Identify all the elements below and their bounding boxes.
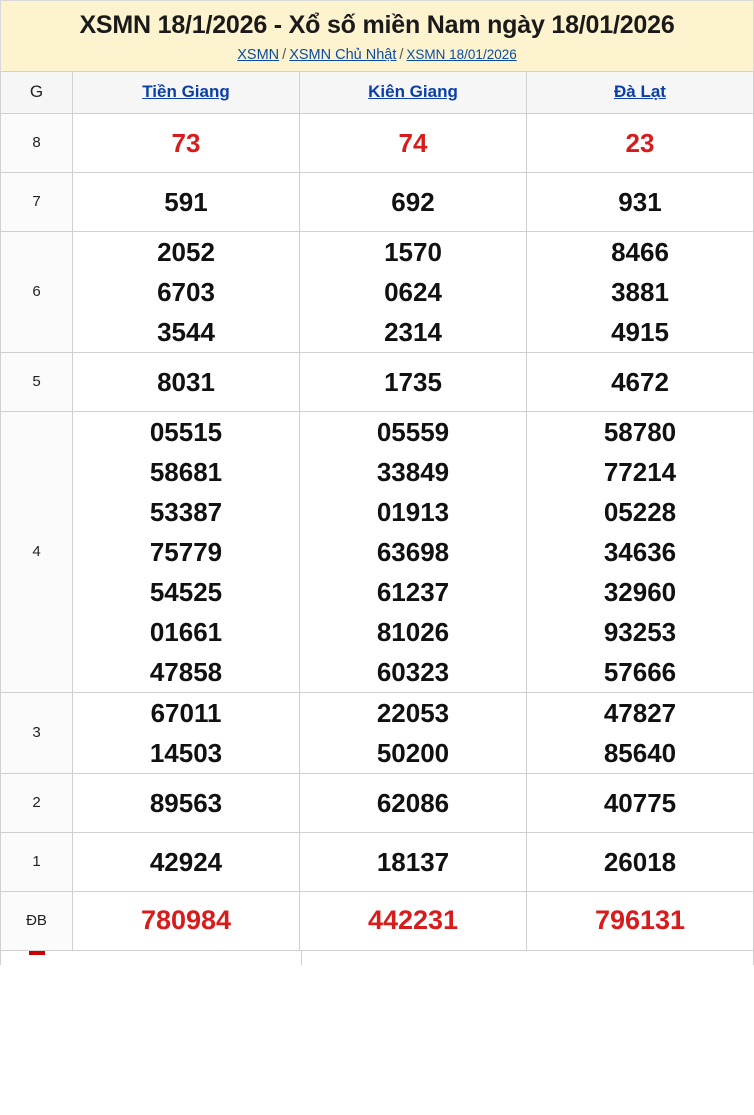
prize-number: 40775 — [603, 787, 677, 818]
prize-label: 1 — [1, 832, 73, 891]
prize-number: 3881 — [611, 276, 669, 307]
prize-numbers-cell — [527, 411, 754, 692]
prize-number: 2314 — [384, 316, 442, 347]
table-row — [1, 891, 754, 950]
prize-number: 05559 — [376, 416, 450, 447]
prize-numbers-cell — [73, 352, 300, 411]
column-divider — [301, 951, 302, 965]
prize-numbers-cell — [300, 891, 527, 950]
table-header — [1, 71, 754, 113]
prize-numbers-cell — [527, 352, 754, 411]
breadcrumb-item-date[interactable]: XSMN 18/01/2026 — [406, 46, 517, 62]
breadcrumb-separator-1: / — [282, 46, 287, 63]
prize-number: 47858 — [149, 656, 223, 687]
prize-number: 60323 — [376, 656, 450, 687]
table-row — [1, 231, 754, 352]
prize-number: 61237 — [376, 576, 450, 607]
prize-number: 58681 — [149, 456, 223, 487]
table-header-row — [1, 71, 754, 113]
prize-number: 2052 — [157, 236, 215, 267]
table-row — [1, 172, 754, 231]
prize-number: 780984 — [140, 905, 232, 936]
breadcrumb-item-chu-nhat[interactable]: XSMN Chủ Nhật — [289, 46, 397, 63]
prize-number: 22053 — [376, 697, 450, 728]
prize-number: 05228 — [603, 496, 677, 527]
column-header-province-2 — [300, 71, 527, 113]
prize-numbers-cell — [527, 832, 754, 891]
red-marker — [29, 951, 45, 955]
page-title: XSMN 18/1/2026 - Xổ số miền Nam ngày 18/01/2026 — [79, 11, 675, 39]
bottom-stub — [0, 951, 754, 965]
table-row — [1, 692, 754, 773]
prize-numbers-cell — [300, 113, 527, 172]
table-row — [1, 832, 754, 891]
prize-number: 73 — [171, 127, 201, 158]
prize-number: 32960 — [603, 576, 677, 607]
prize-number: 01661 — [149, 616, 223, 647]
prize-numbers-cell — [300, 172, 527, 231]
prize-number: 692 — [391, 186, 435, 217]
column-header-prize: G — [1, 71, 73, 113]
province-link-tien-giang[interactable]: Tiền Giang — [142, 82, 230, 102]
prize-numbers-cell — [300, 773, 527, 832]
prize-numbers-cell — [300, 692, 527, 773]
prize-numbers-cell — [300, 411, 527, 692]
prize-number: 796131 — [594, 905, 686, 936]
prize-number: 442231 — [367, 905, 459, 936]
prize-number: 89563 — [149, 787, 223, 818]
prize-number: 47827 — [603, 697, 677, 728]
prize-label: 3 — [1, 692, 73, 773]
prize-number: 34636 — [603, 536, 677, 567]
prize-number: 33849 — [376, 456, 450, 487]
prize-number: 4672 — [611, 366, 669, 397]
prize-number: 74 — [398, 127, 428, 158]
prize-label: 7 — [1, 172, 73, 231]
breadcrumb — [7, 47, 747, 63]
prize-number: 93253 — [603, 616, 677, 647]
prize-numbers-cell — [73, 231, 300, 352]
prize-number: 54525 — [149, 576, 223, 607]
results-table — [0, 71, 754, 951]
prize-numbers-cell — [73, 773, 300, 832]
prize-numbers-cell — [73, 172, 300, 231]
prize-number: 4915 — [611, 316, 669, 347]
prize-numbers-cell — [527, 891, 754, 950]
prize-numbers-cell — [300, 231, 527, 352]
prize-numbers-cell — [527, 773, 754, 832]
prize-label: 5 — [1, 352, 73, 411]
prize-number: 75779 — [149, 536, 223, 567]
prize-number: 8466 — [611, 236, 669, 267]
prize-number: 85640 — [603, 737, 677, 768]
prize-label: 8 — [1, 113, 73, 172]
prize-number: 50200 — [376, 737, 450, 768]
table-body — [1, 113, 754, 950]
prize-number: 14503 — [149, 737, 223, 768]
province-link-da-lat[interactable]: Đà Lạt — [614, 82, 666, 102]
prize-label: 2 — [1, 773, 73, 832]
prize-numbers-cell — [73, 113, 300, 172]
prize-number: 8031 — [157, 366, 215, 397]
prize-numbers-cell — [527, 231, 754, 352]
prize-number: 23 — [625, 127, 655, 158]
prize-numbers-cell — [73, 411, 300, 692]
column-header-province-1 — [73, 71, 300, 113]
prize-number: 26018 — [603, 846, 677, 877]
prize-numbers-cell — [73, 832, 300, 891]
prize-number: 1735 — [384, 366, 442, 397]
prize-number: 931 — [618, 186, 662, 217]
prize-number: 62086 — [376, 787, 450, 818]
prize-number: 77214 — [603, 456, 677, 487]
prize-number: 81026 — [376, 616, 450, 647]
prize-numbers-cell — [300, 832, 527, 891]
prize-number: 57666 — [603, 656, 677, 687]
prize-label: ĐB — [1, 891, 73, 950]
prize-number: 58780 — [603, 416, 677, 447]
breadcrumb-separator-2: / — [399, 46, 404, 63]
prize-numbers-cell — [527, 113, 754, 172]
prize-label: 4 — [1, 411, 73, 692]
prize-number: 63698 — [376, 536, 450, 567]
prize-number: 1570 — [384, 236, 442, 267]
prize-label: 6 — [1, 231, 73, 352]
prize-numbers-cell — [73, 692, 300, 773]
prize-numbers-cell — [527, 172, 754, 231]
column-header-province-3 — [527, 71, 754, 113]
page-header — [0, 0, 754, 71]
prize-numbers-cell — [300, 352, 527, 411]
prize-number: 3544 — [157, 316, 215, 347]
prize-number: 67011 — [150, 697, 222, 728]
table-row — [1, 113, 754, 172]
prize-number: 18137 — [376, 846, 450, 877]
prize-number: 42924 — [149, 846, 223, 877]
table-row — [1, 411, 754, 692]
prize-number: 53387 — [149, 496, 223, 527]
prize-number: 05515 — [149, 416, 223, 447]
prize-number: 0624 — [384, 276, 442, 307]
prize-numbers-cell — [73, 891, 300, 950]
prize-number: 01913 — [376, 496, 450, 527]
province-link-kien-giang[interactable]: Kiên Giang — [368, 82, 458, 102]
table-row — [1, 773, 754, 832]
prize-number: 6703 — [157, 276, 215, 307]
table-row — [1, 352, 754, 411]
breadcrumb-item-xsmn[interactable]: XSMN — [237, 46, 280, 63]
prize-number: 591 — [164, 186, 208, 217]
prize-numbers-cell — [527, 692, 754, 773]
